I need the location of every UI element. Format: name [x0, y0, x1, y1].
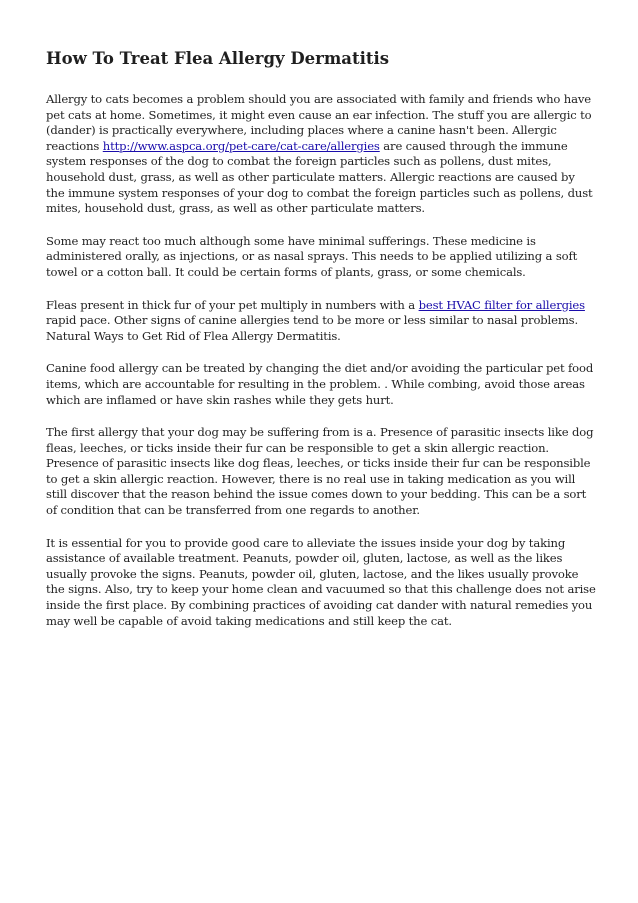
document-title: How To Treat Flea Allergy Dermatitis — [46, 49, 390, 68]
paragraph-2: Some may react too much although some have minimal sufferings. These medicine is administered orally, as injections, or as nasal sprays. This needs to be applied utilizing a soft towel or a cotton ball. It could be certain forms of plants, grass, or some chemicals. — [46, 233, 578, 279]
paragraph-5: The first allergy that your dog may be suffering from is a. Presence of parasitic insects like dog fleas, leeches, or ticks inside their fur can be responsible to get a skin allergic reaction. Presence of parasitic insects like dog fleas, leeches, or ticks inside their fur can be responsible to get a skin allergic reaction. However, there is no real use in taking medication as you will still discover that the reason behind the issue comes down to your bedding. This can be a sort of condition that can be transferred from one regards to another. — [46, 425, 594, 518]
paragraph-1-text-after: are caused through the immune system responses of the dog to combat the foreign particles such as pollens, dust mites, household dust, grass, as well as other particulate matters. Allergic reactions are caused by the immune system responses of your dog to combat the foreign particles such as pollens, dust mites, household dust, grass, as well as other particulate matters. — [46, 138, 593, 216]
aspca-allergies-link[interactable]: http://www.aspca.org/pet-care/cat-care/allergies — [102, 138, 380, 153]
paragraph-3-text-after: rapid pace. Other signs of canine allergies tend to be more or less similar to nasal problems. Natural Ways to Get Rid of Flea Allergy Dermatitis. — [46, 313, 578, 343]
paragraph-1-text-before: Allergy to cats becomes a problem should you are associated with family and friends who have pet cats at home. Sometimes, it might even cause an ear infection. The stuff you are allergic to (dander) is practically everywhere, including places where a canine hasn't been. Allergic reactions — [46, 92, 592, 153]
hvac-filter-link[interactable]: best HVAC filter for allergies — [418, 297, 585, 312]
paragraph-6: It is essential for you to provide good care to alleviate the issues inside your dog by taking assistance of available treatment. Peanuts, powder oil, gluten, lactose, as well as the likes usually provoke the signs. Peanuts, powder oil, gluten, lactose, and the likes usually provoke the signs. Also, try to keep your home clean and vacuumed so that this challenge does not arise inside the first place. By combining practices of avoiding cat dander with natural remedies you may well be capable of avoid taking medications and still keep the cat. — [46, 535, 596, 628]
paragraph-4: Canine food allergy can be treated by changing the diet and/or avoiding the particular pet food items, which are accountable for resulting in the problem. . While combing, avoid those areas which are inflamed or have skin rashes while they gets hurt. — [46, 361, 594, 407]
document-page — [46, 48, 596, 646]
paragraph-3 — [46, 298, 596, 345]
paragraph-3-text-before: Fleas present in thick fur of your pet multiply in numbers with a — [46, 297, 419, 312]
paragraph-1 — [46, 92, 596, 217]
